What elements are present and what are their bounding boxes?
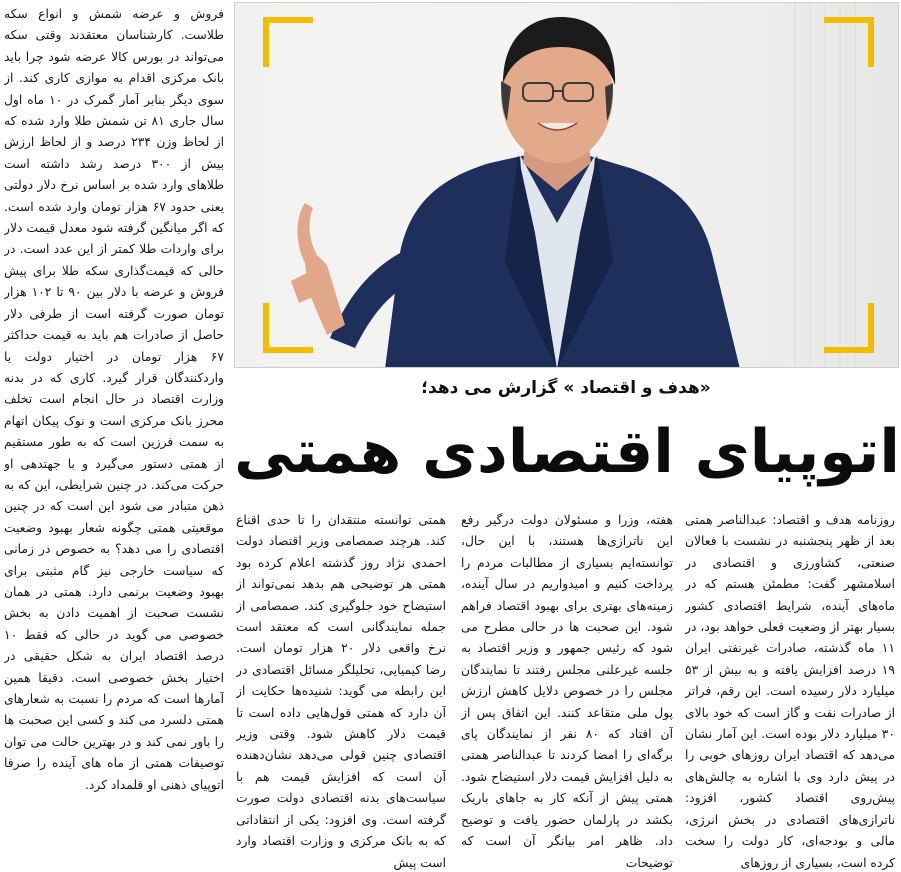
frame-corner-bottom-right [824,303,874,353]
frame-corner-bottom-left [263,303,313,353]
article-column-center [461,510,673,870]
article-photo [234,2,899,368]
article-headline: اتوپیای اقتصادی همتی [234,417,900,487]
article-column-right [685,510,895,870]
frame-corner-top-left [263,17,313,67]
portrait-illustration [235,3,899,368]
article-body-text: فروش و عرضه شمش و انواع سکه طلاست. کارشناسان معتقدند وقتی سکه می‌تواند در بورس کالا عرضه شود چرا باید بانک مرکزی اقدام به موازی کاری کند. از سوی دیگر بنابر آمار گمرک در ۱۰ ماه اول سال جاری ۸۱ تن شمش طلا وارد شده که از لحاظ وزن ۲۳۴ درصد و از لحاظ ارزش بیش از ۳۰۰ درصد رشد داشته است طلاهای وارد شده بر اساس نرخ دلار دولتی یعنی حدود ۶۷ هزار تومان وارد شده است. که اگر میانگین گرفته شود معدل قیمت دلار برای واردات طلا کمتر از این عدد است. در حالی که قیمت‌گذاری سکه طلا برای پیش فروش و عرضه با دلار بین ۹۰ تا ۱۰۲ هزار تومان صورت گرفته است از طرفی دلار حاصل از صادرات هم باید به قیمت حداکثر ۶۷ هزار تومان در اختیار دولت یا واردکنندگان قرار گیرد. کاری که در بدنه وزارت اقتصاد در حال انجام است تخلف محرز بانک مرکزی است و نوک پیکان اتهام به سمت فرزین است که به طور مستقیم از همتی دستور می‌گیرد و با جهتدهی او حرکت می‌کند. در چنین شرایطی، این که به ذهن متبادر می شود این است که در چنین موقعیتی همتی چگونه شعار بهبود وضعیت اقتصادی را می دهد؟ به خصوص در زمانی که سیاست خارجی نیز گام مثبتی برای بهبود وضعیت برنمی دارد. همتی در همان نشست صحبت از اهمیت دادن به بخش خصوصی می گوید در حالی که فقط ۱۰ درصد اقتصاد ایران به شکل حقیقی در اختیار بخش خصوصی است. دقیقا همین آمارها است که مردم را نسبت به شعارهای همتی دلسرد می کند و کسی این صحبت ها را باور نمی کند و در بهترین حالت می توان توصیفات همتی از ماه های آینده را صرفا اتوپیای ذهنی او قلمداد کرد. [4,7,224,792]
article-column-far-left [4,4,224,870]
frame-corner-top-right [824,17,874,67]
article-body-text: هفته، وزرا و مسئولان دولت درگیر رفع این ناترازی‌ها هستند، با این حال، توانسته‌ایم بسیاری از مطالبات مردم را پرداخت کنیم و امیدواریم در سال آینده، زمینه‌های بهتری برای بهبود اقتصاد فراهم شود. این صحبت ها در حالی مطرح می شود که رئیس جمهور و وزیر اقتصاد به جلسه غیرعلنی مجلس رفتند تا نمایندگان مجلس را در خصوص دلایل کاهش ارزش پول ملی متقاعد کنند. این اتفاق پس از آن افتاد که ۸۰ نفر از نمایندگان پای برگه‌ای را امضا کردند تا عبدالناصر همتی به دلیل افزایش قیمت دلار استیضاح شود. همتی پیش از آنکه کار به جاهای باریک بکشد در پارلمان حضور یافت و توضیح داد. ظاهر امر بیانگر آن است که توضیحات [461,513,673,870]
article-body-text: همتی توانسته منتقدان را تا حدی اقناع کند. هرچند صمصامی وزیر اقتصاد دولت احمدی نژاد روز گذشته اعلام کرده بود همتی هر توضیحی هم بدهد نمی‌تواند از استیضاح خود جلوگیری کند. صمصامی از جمله نمایندگانی است که معتقد است نرخ واقعی دلار ۲۰ هزار تومان است. رضا کیمیایی، تحلیلگر مسائل اقتصادی در این رابطه می گوید: شنیده‌ها حکایت از آن دارد که همتی قول‌هایی داده است تا قیمت دلار کاهش شود. وقتی وزیر اقتصادی چنین قولی می‌دهد نشان‌دهنده آن است که افزایش قیمت هم با سیاست‌های بدنه اقتصادی دولت صورت گرفته است. وی افزود: یکی از انتقاداتی که به بانک مرکزی و وزارت اقتصاد وارد است پیش [236,513,446,870]
article-kicker: «هدف و اقتصاد » گزارش می دهد؛ [421,378,711,398]
article-body-text: روزنامه هدف و اقتصاد: عبدالناصر همتی بعد از ظهر پنجشنبه در نشست با فعالان صنعتی، کشاورزی و اقتصادی در اسلامشهر گفت: مطمئن هستم که در ماه‌های آینده، شرایط اقتصادی کشور بسیار بهتر از وضعیت فعلی خواهد بود، در ۱۱ ماه گذشته، صادرات غیرنفتی ایران ۱۹ درصد افزایش یافته و به بیش از ۵۳ میلیارد دلار رسیده است. این رقم، فراتر از صادرات نفت و گاز است که خود بالای ۳۰ میلیارد دلار بوده است. این آمار نشان می‌دهد که اقتصاد ایران روزهای خوبی را در پیش دارد وی با اشاره به چالش‌های پیش‌روی اقتصاد کشور، افزود: ناترازی‌های اقتصادی در بخش انرژی، مالی و بودجه‌ای، کار دولت را سخت کرده است، بسیاری از روزهای [685,513,895,870]
article-column-left [236,510,446,870]
